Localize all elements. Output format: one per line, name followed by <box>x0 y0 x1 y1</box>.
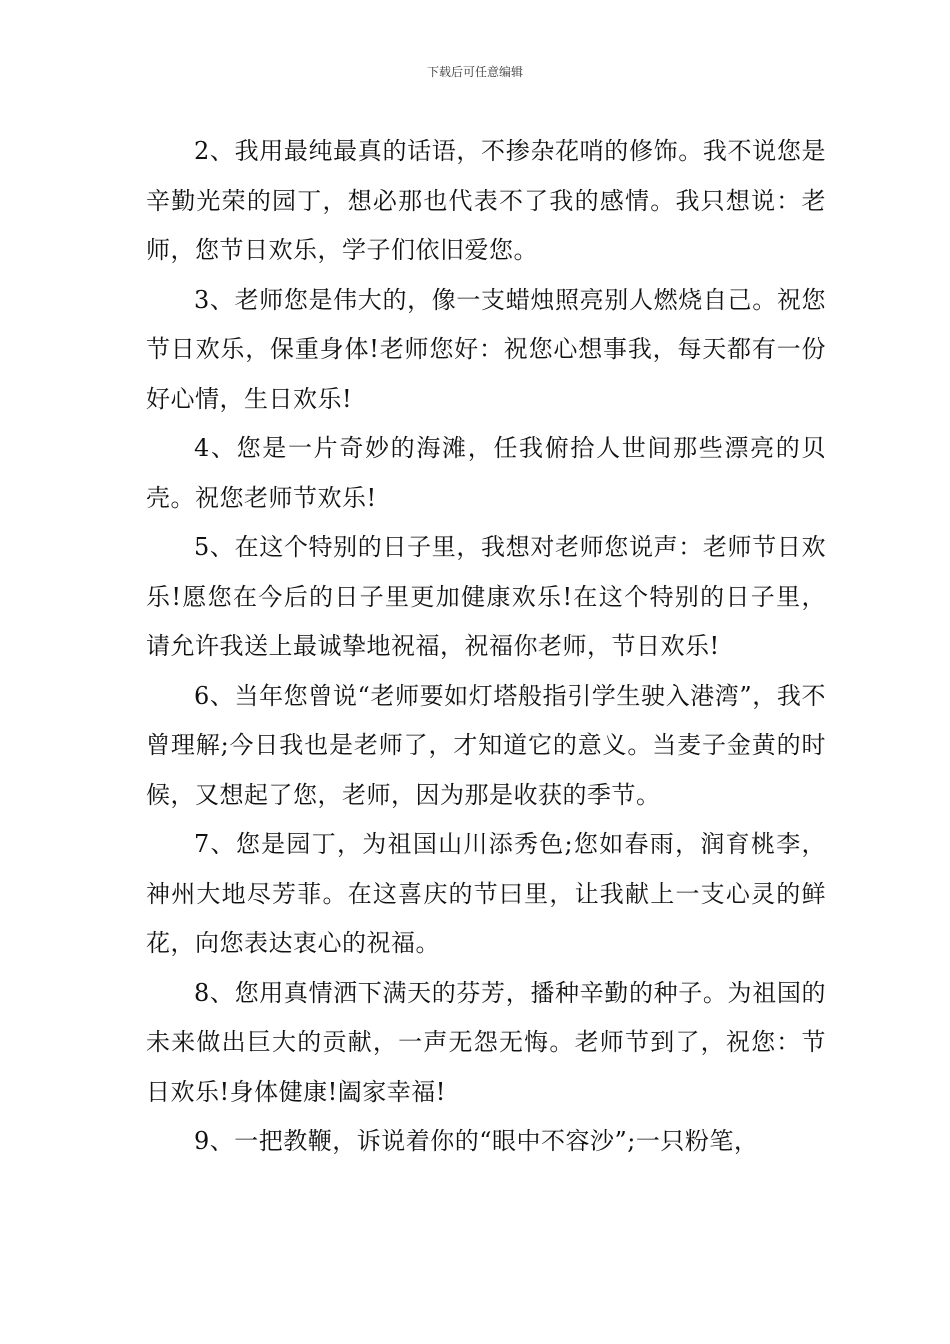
paragraph-6: 6、当年您曾说“老师要如灯塔般指引学生驶入港湾”，我不曾理解;今日我也是老师了，才知道它的意义。当麦子金黄的时候，又想起了您，老师，因为那是收获的季节。 <box>146 681 826 809</box>
paragraph-4: 4、您是一片奇妙的海滩，任我俯拾人世间那些漂亮的贝壳。祝您老师节欢乐! <box>146 434 826 512</box>
paragraph-2: 2、我用最纯最真的话语，不掺杂花哨的修饰。我不说您是辛勤光荣的园丁，想必那也代表不了我的感情。我只想说：老师，您节日欢乐，学子们依旧爱您。 <box>146 137 826 264</box>
paragraph-3: 3、老师您是伟大的，像一支蜡烛照亮别人燃烧自己。祝您节日欢乐，保重身体!老师您好：祝您心想事我，每天都有一份好心情，生日欢乐! <box>146 285 826 413</box>
paragraph-9: 9、一把教鞭，诉说着你的“眼中不容沙”;一只粉笔， <box>194 1127 759 1155</box>
paragraph-5: 5、在这个特别的日子里，我想对老师您说声：老师节日欢乐!愿您在今后的日子里更加健康欢乐!在这个特别的日子里，请允许我送上最诚挚地祝福，祝福你老师，节日欢乐! <box>146 533 826 660</box>
document-body <box>146 127 826 1167</box>
page-header-note: 下载后可任意编辑 <box>426 65 523 79</box>
paragraph-7: 7、您是园丁，为祖国山川添秀色;您如春雨，润育桃李，神州大地尽芳菲。在这喜庆的节曰里，让我献上一支心灵的鲜花，向您表达衷心的祝福。 <box>146 830 826 957</box>
paragraph-8: 8、您用真情洒下满天的芬芳，播种辛勤的种子。为祖国的未来做出巨大的贡献，一声无怨无悔。老师节到了，祝您：节日欢乐!身体健康!阖家幸福! <box>146 978 826 1106</box>
